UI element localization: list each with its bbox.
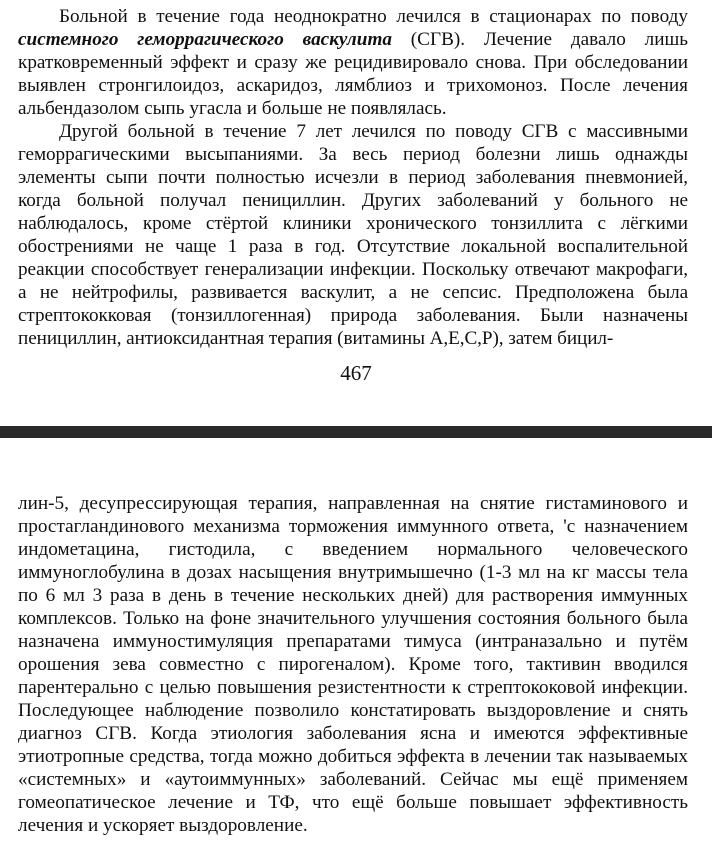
paragraph-case-one-start: Больной в течение года неоднократно лечился в стационарах по поводу bbox=[59, 6, 688, 27]
page-number: 467 bbox=[340, 361, 372, 385]
paragraph-continuation: лин-5, десупрессирующая терапия, направленная на снятие гистаминового и простагландинового механизма торможения иммунного ответа, 'с назначением индометацина, гистодила, с введением нормального человеческого иммуноглобулина в дозах насыщения внутримышечно (1-3 мл на кг массы тела по 6 мл 3 раза в день в течение нескольких дней) для растворения иммунных комплексов. Только на фоне значительного улучшения состояния больного была назначена иммуностимуляция препаратами тимуса (интраназально и путём орошения зева совместно с пирогеналом). Кроме того, тактивин вводился парентерально с целью повышения резистентности к стрептококовой инфекции. Последующее наблюдение позволило констатировать выздоровление и снять диагноз СГВ. Когда этиология заболевания ясна и имеются эффективные этиотропные средства, тогда можно добиться эффекта в лечении так называемых «системных» и «аутоиммунных» заболеваний. Сейчас мы ещё применяем гомеопатическое лечение и ТФ, что ещё больше повышает эффективность лечения и ускоряет выздоровление. bbox=[18, 493, 688, 836]
page-top-text bbox=[18, 5, 688, 350]
page-divider bbox=[0, 426, 712, 438]
page-bottom bbox=[0, 438, 712, 848]
diagnosis-emphasis: системного геморрагического васкулита bbox=[18, 29, 392, 50]
paragraph-case-two: Другой больной в течение 7 лет лечился по поводу СГВ с массивными геморрагическими высыпаниями. За весь период болезни лишь однажды элементы сыпи почти полностью исчезли в период заболевания пневмонией, когда больной получал пенициллин. Других заболеваний у больного не наблюдалось, кроме стёртой клиники хронического тонзиллита с лёгкими обострениями не чаще 1 раза в год. Отсутствие локальной воспалительной реакции способствует генерализации инфекции. Поскольку отвечают макрофаги, а не нейтрофилы, развивается васкулит, а не сепсис. Предположена была стрептококковая (тонзиллогенная) природа заболевания. Были назначены пенициллин, антиоксидантная терапия (витамины А,Е,С,Р), затем бицил- bbox=[18, 121, 688, 349]
page-bottom-text bbox=[18, 492, 688, 837]
paragraph-case-one-rest: (СГВ). Лечение давало лишь кратковременный эффект и сразу же рецидивировало снова. При обследовании выявлен стронгилоидоз, аскаридоз, лямблиоз и трихомоноз. После лечения альбендазолом сыпь угасла и больше не появлялась. bbox=[18, 29, 688, 119]
paragraph-case-one bbox=[18, 5, 688, 120]
